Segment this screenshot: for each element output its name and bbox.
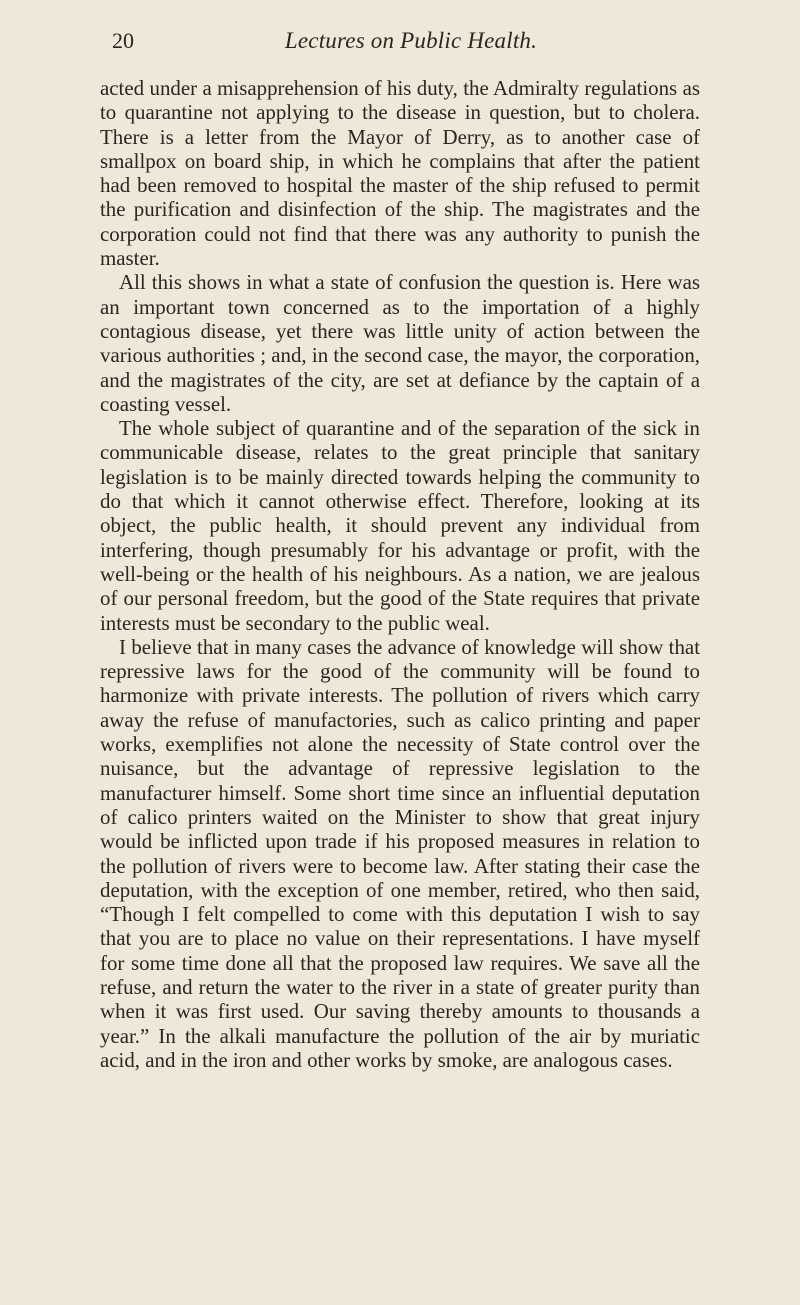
page-number: 20 bbox=[112, 28, 134, 53]
paragraph: The whole subject of quarantine and of the separation of the sick in communicable disease, relates to the great principle that sanitary legislation is to be mainly directed towards helping the community to do that which it cannot otherwise effect. Therefore, looking at its object, the public health, it should prevent any individual from interfering, though presumably for his advantage or profit, with the well-being or the health of his neighbours. As a nation, we are jealous of our personal freedom, but the good of the State requires that private interests must be secondary to the public weal. bbox=[100, 416, 700, 635]
running-head bbox=[112, 28, 710, 58]
paragraph: All this shows in what a state of confusion the question is. Here was an important town concerned as to the importation of a highly contagious disease, yet there was little unity of action between the various authorities ; and, in the second case, the mayor, the corporation, and the magistrates of the city, are set at defiance by the captain of a coasting vessel. bbox=[100, 270, 700, 416]
paragraph: I believe that in many cases the advance of knowledge will show that repressive laws for the good of the community will be found to harmonize with private interests. The pollution of rivers which carry away the refuse of manufactories, such as calico printing and paper works, exemplifies not alone the necessity of State control over the nuisance, but the advantage of repressive legislation to the manufacturer himself. Some short time since an influential deputation of calico printers waited on the Minister to show that great injury would be inflicted upon trade if his proposed measures in relation to the pollution of rivers were to become law. After stating their case the deputation, with the exception of one member, retired, who then said, “Though I felt compelled to come with this deputation I wish to say that you are to place no value on their representations. I have myself for some time done all that the proposed law requires. We save all the refuse, and return the water to the river in a state of greater purity than when it was first used. Our saving thereby amounts to thousands a year.” In the alkali manufacture the pollution of the air by muriatic acid, and in the iron and other works by smoke, are analogous cases. bbox=[100, 634, 700, 1072]
running-title: Lectures on Public Health. bbox=[284, 28, 538, 53]
paragraph: acted under a misapprehension of his duty, the Admiralty regulations as to quarantine not applying to the disease in question, but to cholera. There is a letter from the Mayor of Derry, as to another case of smallpox on board ship, in which he complains that after the patient had been removed to hospital the master of the ship refused to permit the purification and disinfection of the ship. The magistrates and the corporation could not find that there was any authority to punish the master. bbox=[100, 76, 700, 271]
body-text bbox=[100, 76, 700, 1072]
